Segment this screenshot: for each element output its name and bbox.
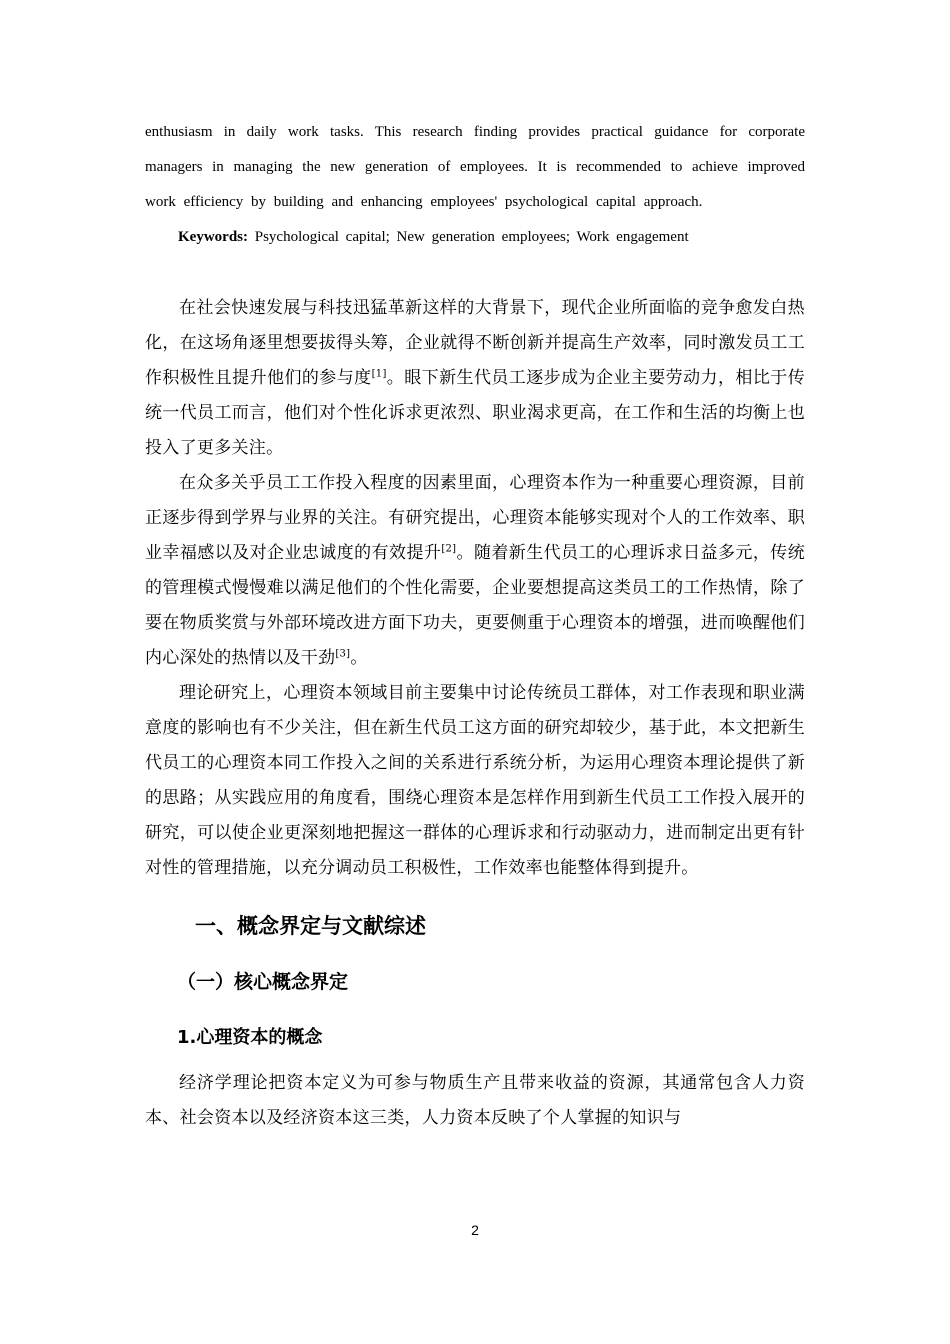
intro-paragraph-3: 理论研究上，心理资本领域目前主要集中讨论传统员工群体，对工作表现和职业满意度的影响也有不少关注，但在新生代员工这方面的研究却较少，基于此，本文把新生代员工的心理资本同工作投入之间的关系进行系统分析，为运用心理资本理论提供了新的思路；从实践应用的角度看，围绕心理资本是怎样作用到新生代员工工作投入展开的研究，可以使企业更深刻地把握这一群体的心理诉求和行动驱动力，进而制定出更有针对性的管理措施，以充分调动员工积极性，工作效率也能整体得到提升。: [145, 683, 805, 878]
page-body: [145, 115, 805, 1136]
abstract-english-paragraph: enthusiasm in daily work tasks. This research finding provides practical guidance for corporate managers in managing the new generation of employees. It is recommended to achieve improved work efficiency by building and enhancing employees' psychological capital approach.: [145, 124, 805, 210]
intro-p2-text-a: 在众多关乎员工工作投入程度的因素里面，心理资本作为一种重要心理资源，目前正逐步得到学界与业界的关注。有研究提出，心理资本能够实现对个人的工作效率、职业幸福感以及对企业忠诚度的有效提升: [145, 473, 805, 563]
section-heading-level2: （一）核心概念界定: [177, 971, 349, 993]
intro-paragraph-1: [145, 291, 805, 466]
intro-p1-text-b: 。眼下新生代员工逐步成为企业主要劳动力，相比于传统一代员工而言，他们对个性化诉求更浓烈、职业渴求更高，在工作和生活的均衡上也投入了更多关注。: [145, 368, 805, 458]
citation-1: [1]: [371, 368, 387, 380]
citation-3: [3]: [335, 648, 351, 660]
page-number: 2: [471, 1222, 479, 1238]
citation-2: [2]: [441, 543, 457, 555]
section-heading-level3: 1.心理资本的概念: [177, 1027, 323, 1048]
intro-p2-text-b: 。随着新生代员工的心理诉求日益多元，传统的管理模式慢慢难以满足他们的个性化需要，企业要想提高这类员工的工作热情，除了要在物质奖赏与外部环境改进方面下功夫，更要侧重于心理资本的增强，进而唤醒他们内心深处的热情以及干劲: [145, 543, 805, 668]
section-spacer: [145, 255, 805, 291]
section1-paragraph-1: 经济学理论把资本定义为可参与物质生产且带来收益的资源，其通常包含人力资本、社会资本以及经济资本这三类，人力资本反映了个人掌握的知识与: [145, 1073, 805, 1128]
keywords-line: [145, 220, 805, 255]
section-heading-level1: 一、概念界定与文献综述: [195, 914, 426, 938]
intro-paragraph-2: [145, 466, 805, 676]
keywords-label: Keywords:: [178, 229, 248, 245]
intro-p2-text-c: 。: [350, 648, 368, 668]
keywords-text: Psychological capital; New generation employees; Work engagement: [254, 229, 689, 245]
intro-p1-text-a: 在社会快速发展与科技迅猛革新这样的大背景下，现代企业所面临的竞争愈发白热化，在这场角逐里想要拔得头筹，企业就得不断创新并提高生产效率，同时激发员工工作积极性且提升他们的参与度: [145, 298, 805, 388]
